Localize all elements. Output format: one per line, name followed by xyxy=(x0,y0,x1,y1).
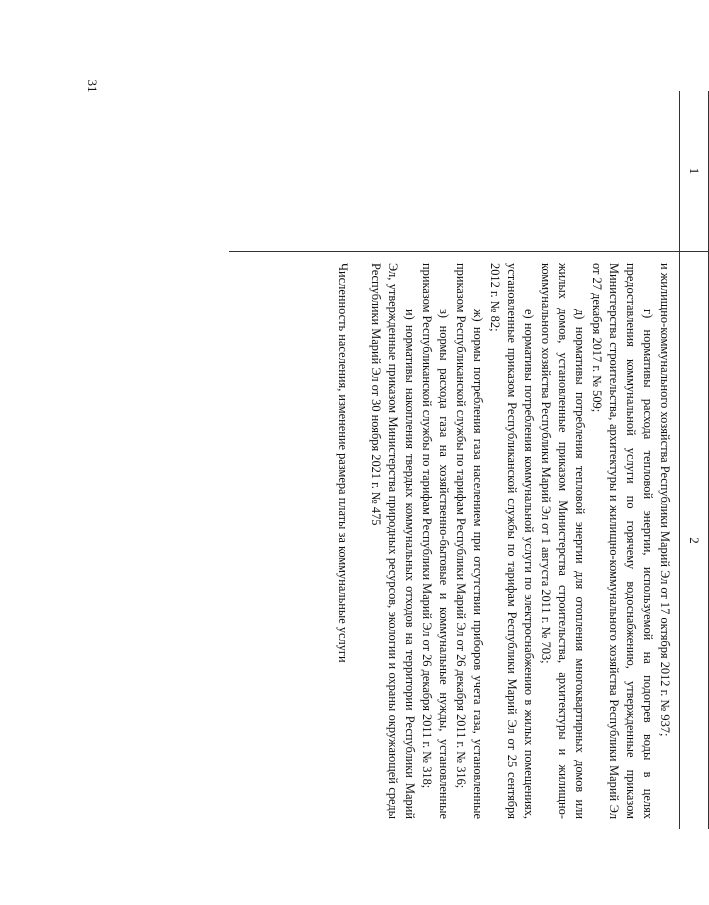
paragraph: з) нормы расхода газа на хозяйственно-бытовые и коммунальные нужды, установленные приказом Республиканской службы по тарифам Республики Марий Эл от 26 декабря 2011 г. № 318; xyxy=(420,263,451,819)
column-divider-body xyxy=(229,251,679,252)
paragraph: е) нормативы потребления коммунальной услуги по электроснабжению в жилых помещениях, установленные приказом Республиканской службы по тарифам Республики Марий Эл от 25 сентября 2012 г. № 82; xyxy=(488,263,536,819)
paragraph: и) нормативы накопления твердых коммунальных отходов на территории Республики Марий Эл, утвержденные приказом Министерства природных ресурсов, экологии и охраны окружающей среды Республики Марий Эл от 30 ноября 2021 г. № 475 xyxy=(369,263,417,819)
paragraph: д) нормативы потребления тепловой энергии для отопления многоквартирных домов или жилых домов, установленные приказом Министерства строительства, архитектуры и жилищно-коммунального хозяйства Республики Марий Эл от 1 августа 2011 г. № 703; xyxy=(539,263,587,819)
paragraph: Численность населения, изменение размера платы за коммунальные услуги xyxy=(336,263,350,663)
table-cell-text xyxy=(334,263,673,819)
table-header-col-1: 1 xyxy=(687,167,702,175)
paragraph: и жилищно-коммунального хозяйства Республики Марий Эл от 17 октября 2012 г. № 937; xyxy=(658,263,672,737)
table-header-col-2: 2 xyxy=(687,537,702,544)
page-number: 31 xyxy=(85,79,100,93)
table-header-row xyxy=(679,91,709,829)
paragraph: ж) нормы потребления газа населением при отсутствии приборов учета газа, установленные приказом Республиканской службы по тарифам Республики Марий Эл от 26 декабря 2011 г. № 316; xyxy=(454,263,485,819)
rotated-table-page xyxy=(229,91,709,829)
paragraph: г) нормативы расхода тепловой энергии, используемой на подогрев воды в целях предоставления коммунальной услуги по горячему водоснабжению, утвержденные приказом Министерства строительства, архитектуры и жилищно-коммунального хозяйства Республики Марий Эл от 27 декабря 2017 г. № 509; xyxy=(590,263,655,819)
